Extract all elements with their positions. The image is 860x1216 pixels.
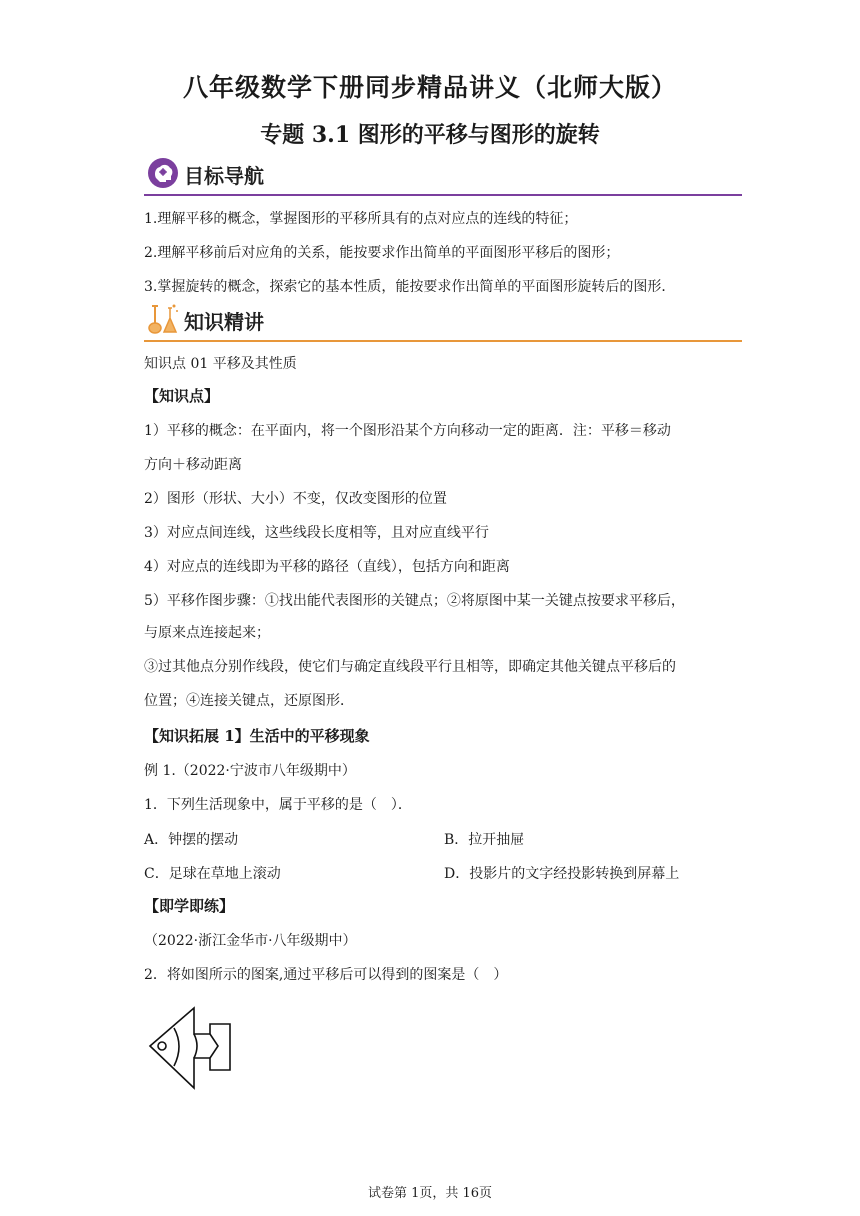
brain-icon [146, 156, 180, 190]
goal-divider [144, 194, 742, 196]
question-2: 2．将如图所示的图案,通过平移后可以得到的图案是（ ） [144, 967, 508, 983]
paragraph: 与原来点连接起来； [144, 625, 270, 641]
page-footer: 试卷第 1页，共 16页 [367, 1186, 493, 1201]
document-title: 八年级数学下册同步精品讲义（北师大版） [182, 73, 677, 102]
question-2-source: （2022·浙江金华市·八年级期中） [144, 933, 357, 949]
paragraph: 方向＋移动距离 [144, 457, 242, 473]
option-d: D．投影片的文字经投影转换到屏幕上 [444, 866, 680, 882]
paragraph: 2）图形（形状、大小）不变，仅改变图形的位置 [144, 491, 447, 507]
extension-heading: 【知识拓展 1】生活中的平移现象 [144, 727, 370, 745]
goal-label: 目标导航 [184, 164, 264, 188]
paragraph: ③过其他点分别作线段，使它们与确定直线段平行且相等，即确定其他关键点平移后的 [144, 659, 676, 675]
practice-heading: 【即学即练】 [144, 897, 235, 915]
topic-title: 专题 3.1 图形的平移与图形的旋转 [260, 122, 600, 148]
knowledge-banner [144, 302, 742, 342]
flask-icon [146, 302, 180, 336]
paragraph: 4）对应点的连线即为平移的路径（直线），包括方向和距离 [144, 559, 510, 575]
knowledge-divider [144, 340, 742, 342]
knowledge-point-title: 知识点 01 平移及其性质 [144, 356, 297, 372]
example-source: 例 1.（2022·宁波市八年级期中） [144, 763, 356, 779]
question-1: 1．下列生活现象中，属于平移的是（ ）． [144, 797, 412, 813]
knowledge-point-heading: 【知识点】 [144, 387, 220, 405]
goal-item: 1.理解平移的概念，掌握图形的平移所具有的点对应点的连线的特征； [144, 211, 578, 227]
goal-item: 3.掌握旋转的概念，探索它的基本性质，能按要求作出简单的平面图形旋转后的图形． [144, 279, 676, 295]
goal-banner [144, 156, 742, 196]
goal-item: 2.理解平移前后对应角的关系，能按要求作出简单的平面图形平移后的图形； [144, 245, 620, 261]
knowledge-label: 知识精讲 [184, 310, 264, 334]
paragraph: 1）平移的概念：在平面内，将一个图形沿某个方向移动一定的距离．注：平移＝移动 [144, 423, 671, 439]
paragraph: 5）平移作图步骤：①找出能代表图形的关键点；②将原图中某一关键点按要求平移后， [144, 593, 685, 609]
fish-figure [146, 1004, 236, 1090]
option-c: C．足球在草地上滚动 [144, 866, 281, 882]
option-b: B．拉开抽屉 [444, 832, 525, 848]
paragraph: 3）对应点间连线，这些线段长度相等，且对应直线平行 [144, 525, 489, 541]
paragraph: 位置；④连接关键点，还原图形． [144, 693, 354, 709]
option-a: A．钟摆的摆动 [144, 832, 239, 848]
